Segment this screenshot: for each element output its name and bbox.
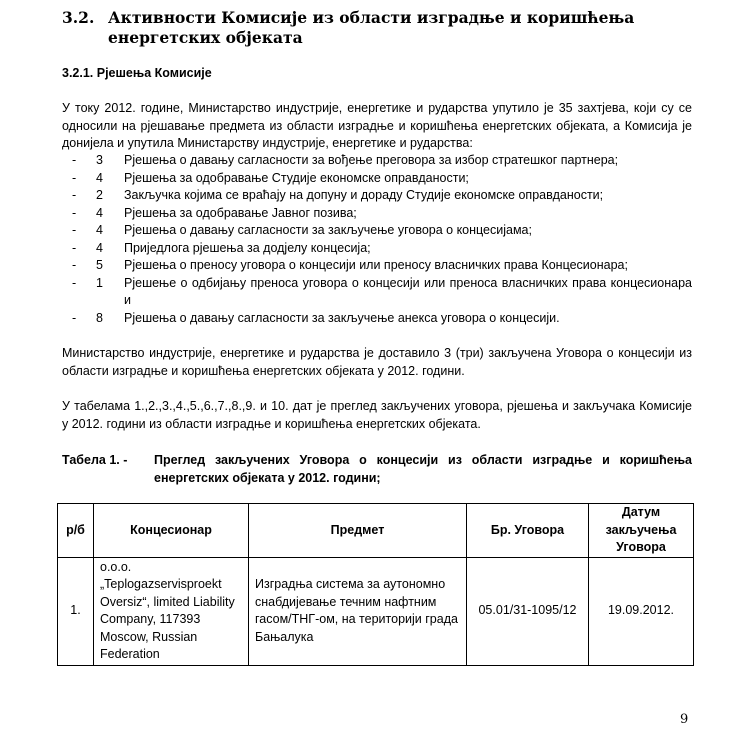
list-item: - 4 Рјешења за одобравање Јавног позива; — [72, 205, 357, 220]
table-header-row — [58, 504, 694, 558]
table-caption-label: Табела 1. - — [62, 453, 128, 467]
tables-overview-paragraph: У табелама 1.,2.,3.,4.,5.,6.,7.,8.,9. и 10. дат је преглед закључених уговора, рјешења и закључака Комисије у 2012. години из области изградње и коришћења енергетских објеката. — [62, 399, 692, 431]
column-header-date: Датум закључења Уговора — [589, 504, 694, 558]
intro-paragraph: У току 2012. године, Министарство индустрије, енергетике и рударства упутило је 35 захтјева, који су се односили на рјешавање предмета из области изградње и коришћења енергетских објеката, а Комисија је донијела и упутила Министарству индустрије, енергетике и рударства: — [62, 101, 692, 150]
table-caption — [62, 452, 692, 487]
concessions-table — [57, 503, 694, 666]
cell-subject: Изградња система за аутономно снабдијевање течним нафтним гасом/ТНГ-ом, на територији града Бањалука — [249, 557, 467, 665]
section-title: Активности Комисије из области изградње и коришћења енергетских објеката — [108, 8, 635, 47]
list-item: - 4 Приједлога рјешења за додјелу концесија; — [72, 240, 371, 255]
decisions-list — [62, 152, 692, 327]
subsection-heading: 3.2.1. Рјешења Комисије — [62, 66, 212, 80]
list-item: - 4 Рјешења о давању сагласности за закључење уговора о концесијама; — [72, 223, 532, 237]
contracts-paragraph: Министарство индустрије, енергетике и рударства је доставило 3 (три) закључена Уговора о концесији из области изградње и коришћења енергетских објеката у 2012. години. — [62, 346, 692, 378]
section-number: 3.2. — [62, 8, 95, 27]
table-caption-text: Преглед закључених Уговора о концесији из области изградње и коришћења енергетских објеката у 2012. години; — [154, 453, 692, 485]
list-item: - 3 Рјешења о давању сагласности за вођење преговора за избор стратешког партнера; — [72, 153, 619, 167]
list-item: - 1 Рјешење о одбијању преноса уговора о концесији или преноса власничких права концесионара и — [72, 275, 692, 307]
page-number: 9 — [680, 712, 689, 727]
cell-concessionaire: о.о.о. „Teplogazservisproekt Oversiz“, limited Liability Company, 117393 Moscow, Russian Federation — [94, 557, 249, 665]
list-item: - 5 Рјешења о преносу уговора о концесији или преносу власничких права Концесионара; — [72, 258, 628, 272]
column-header-rb: р/б — [58, 504, 94, 558]
list-item: - 2 Закључка којима се враћају на допуну и дораду Студије економске оправданости; — [72, 188, 604, 202]
cell-rb: 1. — [58, 557, 94, 665]
list-item: - 8 Рјешења о давању сагласности за закључење анекса уговора о концесији. — [72, 310, 560, 325]
column-header-concessionaire: Концесионар — [94, 504, 249, 558]
section-heading — [62, 8, 702, 48]
cell-contract-no: 05.01/31-1095/12 — [467, 557, 589, 665]
column-header-contract-no: Бр. Уговора — [467, 504, 589, 558]
list-item: - 4 Рјешења за одобравање Студије економске оправданости; — [72, 170, 469, 185]
cell-date: 19.09.2012. — [589, 557, 694, 665]
column-header-subject: Предмет — [249, 504, 467, 558]
table-row — [58, 557, 694, 665]
